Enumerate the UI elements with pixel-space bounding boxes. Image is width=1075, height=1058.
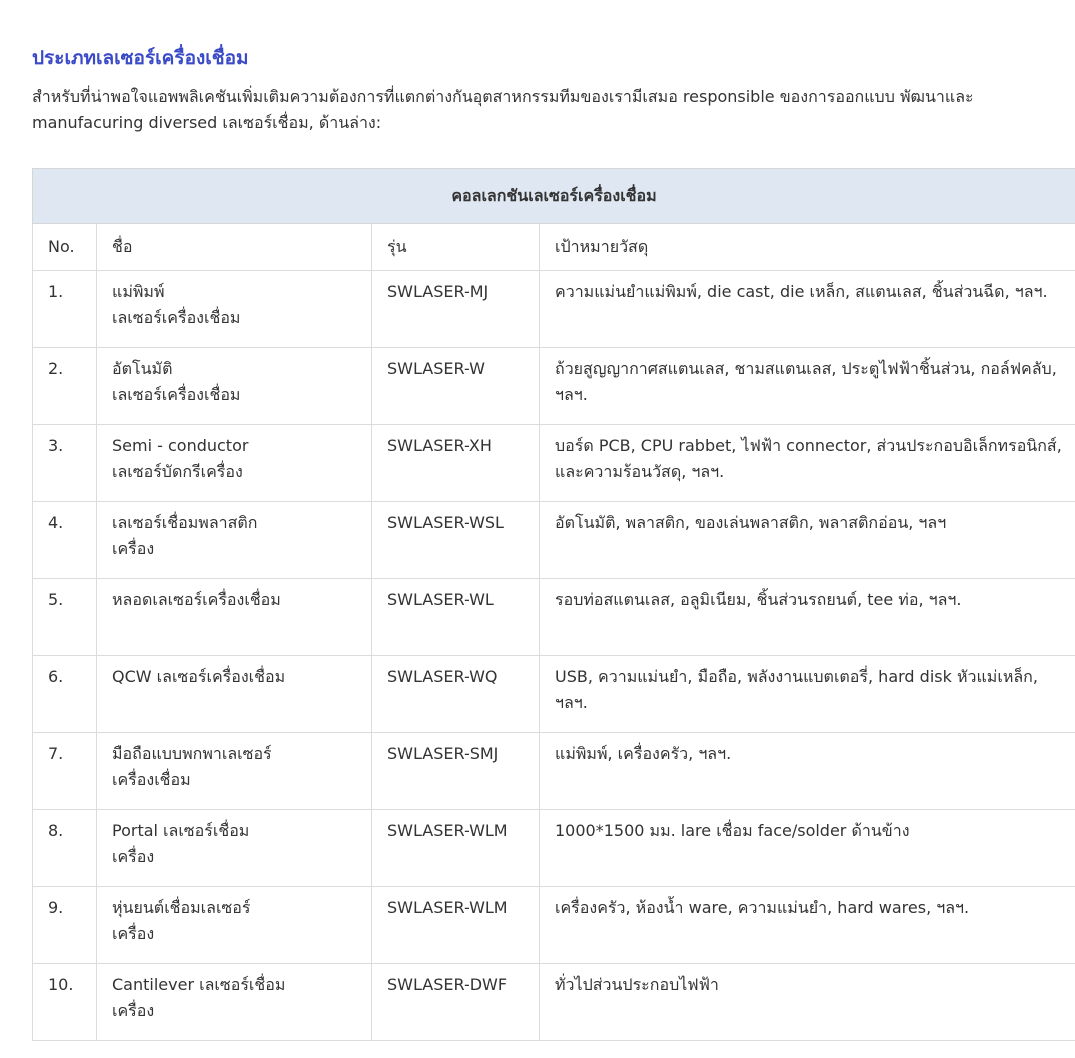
section-heading: ประเภทเลเซอร์เครื่องเชื่อม xyxy=(32,47,249,69)
cell-model: SWLASER-W xyxy=(372,348,540,425)
cell-no: 10. xyxy=(33,964,97,1041)
cell-name-line1: อัตโนมัติ xyxy=(112,359,173,378)
cell-target: ถ้วยสูญญากาศสแตนเลส, ชามสแตนเลส, ประตูไฟฟ้าชิ้นส่วน, กอล์ฟคลับ, ฯลฯ. xyxy=(540,348,1075,425)
cell-name-line1: Portal เลเซอร์เชื่อม xyxy=(112,821,250,840)
cell-name-line1: Cantilever เลเซอร์เชื่อม xyxy=(112,975,286,994)
cell-model: SWLASER-WQ xyxy=(372,656,540,733)
cell-target: บอร์ด PCB, CPU rabbet, ไฟฟ้า connector, ส่วนประกอบอิเล็กทรอนิกส์, และความร้อนวัสดุ, ฯลฯ. xyxy=(540,425,1075,502)
article xyxy=(32,44,1075,1041)
cell-name-line2: เลเซอร์บัดกรีเครื่อง xyxy=(112,462,243,481)
cell-no: 6. xyxy=(33,656,97,733)
table-row xyxy=(33,348,1075,425)
laser-welder-table xyxy=(32,168,1075,1041)
cell-target: เครื่องครัว, ห้องน้ำ ware, ความแม่นยำ, hard wares, ฯลฯ. xyxy=(540,887,1075,964)
cell-name xyxy=(97,656,372,733)
header-model: รุ่น xyxy=(372,224,540,271)
cell-no: 9. xyxy=(33,887,97,964)
cell-name xyxy=(97,271,372,348)
cell-name xyxy=(97,964,372,1041)
cell-target: 1000*1500 มม. lare เชื่อม face/solder ด้านข้าง xyxy=(540,810,1075,887)
cell-name-line2: เครื่อง xyxy=(112,924,155,943)
cell-no: 5. xyxy=(33,579,97,656)
cell-name xyxy=(97,810,372,887)
header-no: No. xyxy=(33,224,97,271)
cell-name-line1: Semi - conductor xyxy=(112,436,249,455)
table-row xyxy=(33,502,1075,579)
cell-name xyxy=(97,502,372,579)
cell-name-line1: มือถือแบบพกพาเลเซอร์ xyxy=(112,744,272,763)
table-row xyxy=(33,964,1075,1041)
cell-no: 2. xyxy=(33,348,97,425)
cell-name-line2: เครื่อง xyxy=(112,539,155,558)
cell-name-line1: QCW เลเซอร์เครื่องเชื่อม xyxy=(112,667,286,686)
cell-no: 7. xyxy=(33,733,97,810)
cell-model: SWLASER-DWF xyxy=(372,964,540,1041)
cell-target: รอบท่อสแตนเลส, อลูมิเนียม, ชิ้นส่วนรถยนต์, tee ท่อ, ฯลฯ. xyxy=(540,579,1075,656)
table-row xyxy=(33,887,1075,964)
cell-name xyxy=(97,425,372,502)
cell-name-line2: เลเซอร์เครื่องเชื่อม xyxy=(112,308,241,327)
cell-model: SWLASER-WSL xyxy=(372,502,540,579)
cell-no: 1. xyxy=(33,271,97,348)
cell-name xyxy=(97,733,372,810)
cell-name-line2: เครื่องเชื่อม xyxy=(112,770,191,789)
cell-model: SWLASER-WLM xyxy=(372,887,540,964)
table-row xyxy=(33,271,1075,348)
table-header-row xyxy=(33,224,1075,271)
cell-model: SWLASER-SMJ xyxy=(372,733,540,810)
cell-name xyxy=(97,887,372,964)
table-row xyxy=(33,733,1075,810)
intro-paragraph: สำหรับที่น่าพอใจแอพพลิเคชันเพิ่มเติมความต้องการที่แตกต่างกันอุตสาหกรรมทีมของเรามีเสมอ responsible ของการออกแบบ พัฒนาและ manufacuring diversed เลเซอร์เชื่อม, ด้านล่าง: xyxy=(32,87,974,132)
cell-target: ทั่วไปส่วนประกอบไฟฟ้า xyxy=(540,964,1075,1041)
cell-target: ความแม่นยำแม่พิมพ์, die cast, die เหล็ก, สแตนเลส, ชิ้นส่วนฉีด, ฯลฯ. xyxy=(540,271,1075,348)
cell-name-line2: เครื่อง xyxy=(112,1001,155,1020)
header-target: เป้าหมายวัสดุ xyxy=(540,224,1075,271)
cell-name-line2: เครื่อง xyxy=(112,847,155,866)
table-row xyxy=(33,810,1075,887)
cell-no: 4. xyxy=(33,502,97,579)
cell-name-line1: เลเซอร์เชื่อมพลาสติก xyxy=(112,513,258,532)
cell-name-line1: หลอดเลเซอร์เครื่องเชื่อม xyxy=(112,590,281,609)
cell-no: 3. xyxy=(33,425,97,502)
cell-name-line1: หุ่นยนต์เชื่อมเลเซอร์ xyxy=(112,898,251,917)
cell-target: USB, ความแม่นยำ, มือถือ, พลังงานแบตเตอรี่, hard disk หัวแม่เหล็ก, ฯลฯ. xyxy=(540,656,1075,733)
cell-name xyxy=(97,579,372,656)
cell-target: อัตโนมัติ, พลาสติก, ของเล่นพลาสติก, พลาสติกอ่อน, ฯลฯ xyxy=(540,502,1075,579)
table-row xyxy=(33,425,1075,502)
header-name: ชื่อ xyxy=(97,224,372,271)
table-row xyxy=(33,656,1075,733)
cell-model: SWLASER-XH xyxy=(372,425,540,502)
table-row xyxy=(33,579,1075,656)
cell-model: SWLASER-WLM xyxy=(372,810,540,887)
table-caption: คอลเลกชันเลเซอร์เครื่องเชื่อม xyxy=(33,169,1075,224)
cell-name xyxy=(97,348,372,425)
cell-model: SWLASER-WL xyxy=(372,579,540,656)
cell-model: SWLASER-MJ xyxy=(372,271,540,348)
cell-no: 8. xyxy=(33,810,97,887)
cell-name-line1: แม่พิมพ์ xyxy=(112,282,165,301)
cell-name-line2: เลเซอร์เครื่องเชื่อม xyxy=(112,385,241,404)
cell-target: แม่พิมพ์, เครื่องครัว, ฯลฯ. xyxy=(540,733,1075,810)
